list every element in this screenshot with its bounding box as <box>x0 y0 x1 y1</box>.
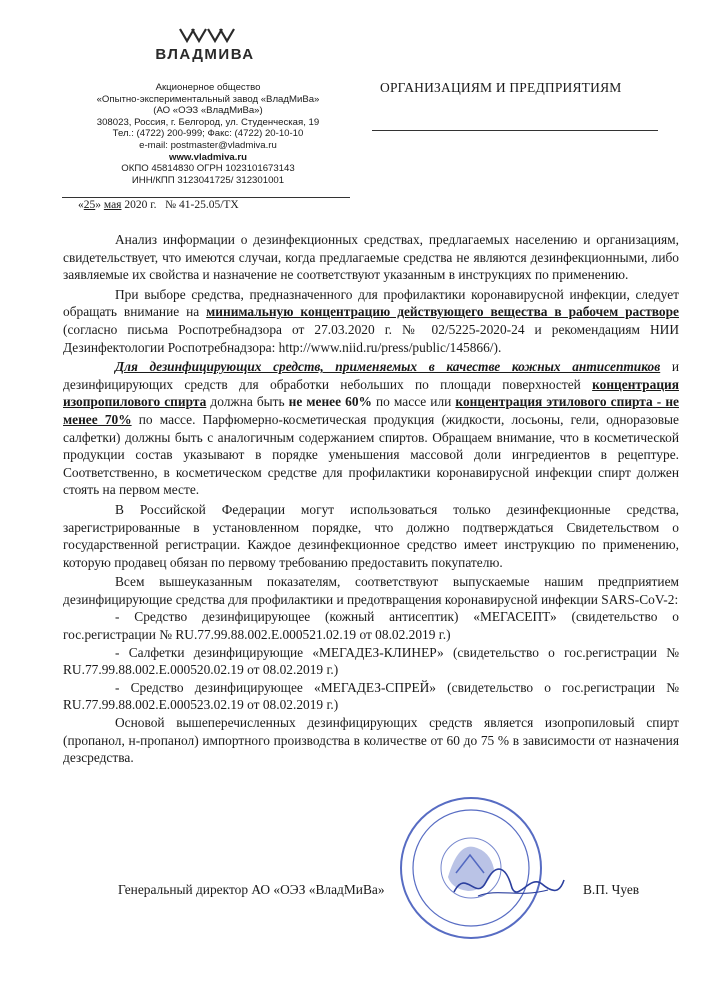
text-run: по массе. Парфюмерно-косметическая продукция (жидкости, лосьоны, гели, одноразовые салфетки) должны быть с аналогичным содержанием спиртов. Обращаем внимание, что в косметической продукции состав указывают в порядке уменьшения массовой доли ингредиентов в рецептуре. Соответственно, в косметическом средстве для профилактики коронавирусной инфекции спирт должен стоять на первом месте. <box>63 411 679 498</box>
letterhead-divider <box>62 197 350 198</box>
text-run: должна быть <box>206 394 289 410</box>
addressee-line <box>372 130 658 131</box>
org-line: Акционерное общество <box>155 82 261 93</box>
date-close-quote: » <box>95 199 101 211</box>
logo-icon <box>178 26 236 44</box>
paragraph <box>63 358 679 499</box>
list-item: - Средство дезинфицирующее (кожный антисептик) «МЕГАСЕПТ» (свидетельство о гос.регистрации № RU.77.99.88.002.Е.000521.02.19 от 08.02.2019 г.) <box>63 609 679 643</box>
org-line: e-mail: postmaster@vladmiva.ru <box>139 139 277 151</box>
text-run: и дезинфицирующих средств для обработки небольших по площади поверхностей <box>63 359 679 392</box>
list-item: - Салфетки дезинфицирующие «МЕГАДЕЗ-КЛИНЕР» (свидетельство о гос.регистрации № RU.77.99.88.002.Е.000520.02.19 от 08.02.2019 г.) <box>63 644 679 678</box>
list-item: - Средство дезинфицирующее «МЕГАДЕЗ-СПРЕЙ» (свидетельство о гос.регистрации № RU.77.99.88.002.Е.000523.02.19 от 08.02.2019 г.) <box>63 679 679 713</box>
org-line: www.vladmiva.ru <box>168 151 248 163</box>
text-emphasis: не менее 60% <box>288 394 372 410</box>
date-month: мая <box>103 199 122 211</box>
org-line: 308023, Россия, г. Белгород, ул. Студенческая, 19 <box>96 116 320 128</box>
org-line: «Опытно-экспериментальный завод «ВладМиВа» <box>96 93 320 105</box>
text-emphasis: Для дезинфицирующих средств, применяемых в качестве кожных антисептиков <box>115 359 661 375</box>
text-emphasis: концентрация изопропилового спирта <box>63 376 679 410</box>
org-details <box>60 82 356 186</box>
paragraph: Анализ информации о дезинфекционных средствах, предлагаемых населению и организациям, свидетельствует, что имеются случаи, когда предлагаемые средства не являются дезинфекционными, либо заявляемые их свойства и назначение не соответствуют указанным в инструкциях по применению. <box>63 232 679 283</box>
text-run: по массе или <box>371 394 456 410</box>
addressee: ОРГАНИЗАЦИЯМ И ПРЕДПРИЯТИЯМ <box>380 80 622 95</box>
text-run: (согласно письма Роспотребнадзора от 27.03.2020 г. № 02/5225-2020-24 и рекомендациям НИИ Дезинфектологии Роспотребнадзора: http://www.niid.ru/press/public/145866/). <box>63 321 679 355</box>
signatory-title: Генеральный директор АО «ОЭЗ «ВладМиВа» <box>118 882 385 897</box>
text-run: При выборе средства, предназначенного для профилактики коронавирусной инфекции, следует обращать внимание на <box>63 286 679 320</box>
org-line: ОКПО 45814830 ОГРН 1023101673143 <box>121 163 295 175</box>
paragraph: В Российской Федерации могут использоваться только дезинфекционные средства, зарегистрированные в установленном порядке, что должно подтверждаться Свидетельством о государственной регистрации. Каждое дезинфекционное средство имеет инструкцию по применению, которую продавец обязан по первому требованию предоставить покупателю. <box>63 501 679 570</box>
org-line: ИНН/КПП 3123041725/ 312301001 <box>131 174 285 186</box>
paragraph <box>63 286 679 356</box>
text-emphasis: концентрация этилового спирта - не менее 70% <box>63 394 679 427</box>
date-open-quote: « <box>78 199 84 211</box>
letter-body <box>63 231 679 767</box>
brand-name: ВЛАДМИВА <box>155 46 255 63</box>
text-emphasis: минимальную концентрацию действующего вещества в рабочем растворе <box>206 304 679 320</box>
paragraph: Всем вышеуказанным показателям, соответствуют выпускаемые нашим предприятием дезинфицирующие средства для профилактики и предотвращения коронавирусной инфекции SARS-CoV-2: <box>63 574 679 607</box>
date-year: 2020 г. <box>124 199 157 211</box>
paragraph: Основой вышеперечисленных дезинфицирующих средств является изопропиловый спирт (пропанол, н-пропанол) импортного производства в количестве от 60 до 75 % в зависимости от назначения дезсредства. <box>63 715 679 766</box>
date-line <box>78 199 239 211</box>
handwritten-signature <box>448 858 568 908</box>
org-line: (АО «ОЭЗ «ВладМиВа») <box>153 105 263 117</box>
ref-number: № 41-25.05/ТХ <box>165 199 239 211</box>
org-line: Тел.: (4722) 200-999; Факс: (4722) 20-10-10 <box>112 128 304 140</box>
date-day: 25 <box>83 199 96 211</box>
signatory-name: В.П. Чуев <box>583 882 640 897</box>
